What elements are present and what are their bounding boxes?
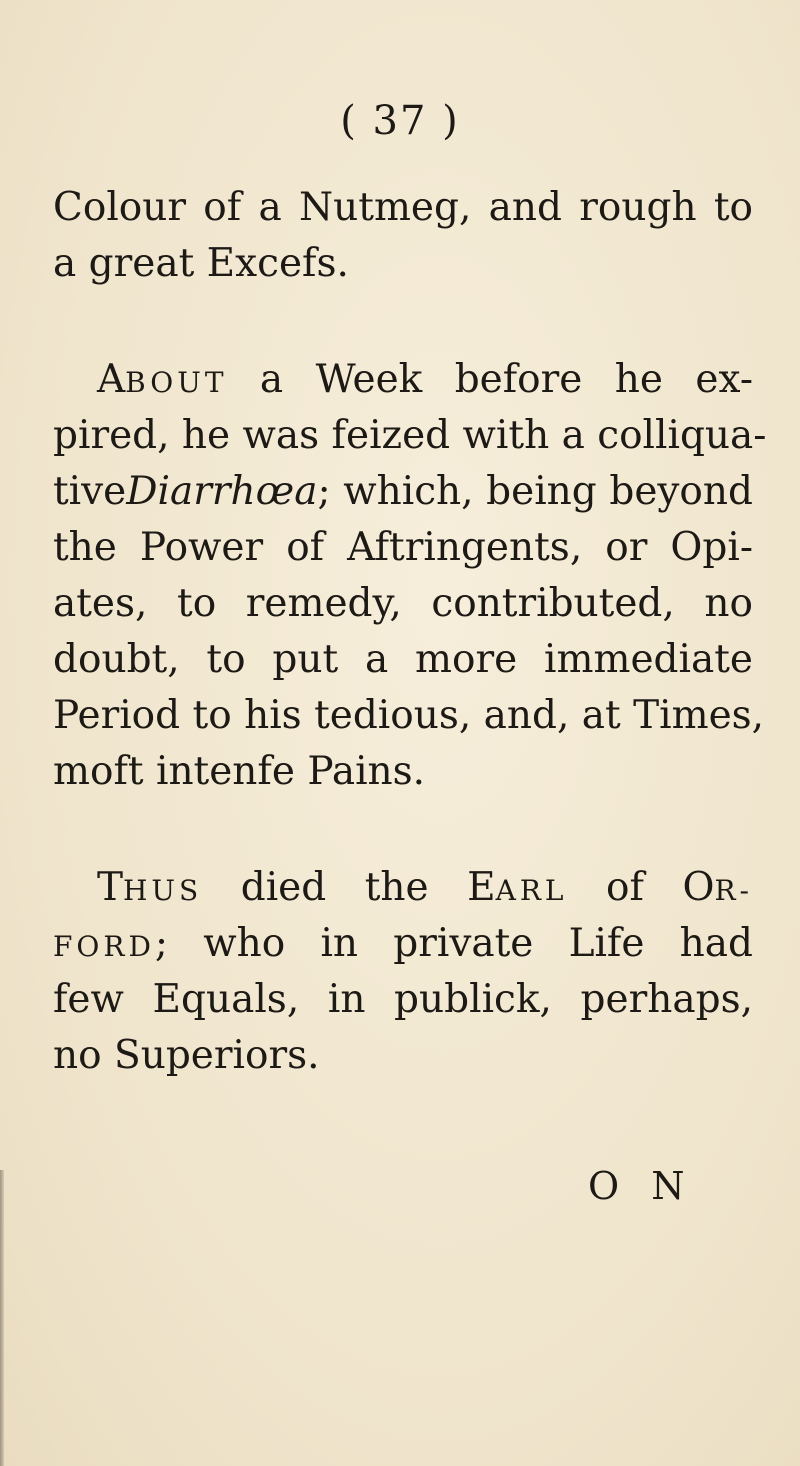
p2-line-1-rest: a Week before he ex- — [227, 357, 753, 402]
page-number: ( 37 ) — [340, 98, 460, 144]
p3-line-1 — [53, 860, 753, 916]
p3-line-1-mid: died the — [202, 865, 468, 910]
p2-line-7: Period to his tedious, and, at Times, — [53, 693, 765, 738]
p2-line-3 — [53, 464, 753, 520]
p3-line-4: no Superiors. — [53, 1033, 320, 1078]
p1-line-1: Colour of a Nutmeg, and rough to — [53, 185, 753, 230]
p1-line-2: a great Excefs. — [53, 241, 349, 286]
p2-line-3-pre: tive — [53, 469, 127, 514]
catchword: O N — [588, 1164, 695, 1208]
p3-earl-small-caps: ARL — [495, 874, 568, 907]
p3-earl-initial: E — [467, 865, 496, 910]
p2-initial: A — [97, 357, 126, 402]
p2-line-2: pired, he was feized with a colliqua- — [53, 413, 767, 458]
p3-small-caps: HUS — [123, 874, 203, 907]
p3-ford-small-caps: FORD — [53, 930, 155, 963]
p2-line-3-post: ; which, being beyond — [317, 469, 753, 514]
text-body — [53, 180, 767, 1084]
p2-line-3-italic: Diarrhœa — [126, 469, 318, 514]
p2-line-8: moft intenfe Pains. — [53, 749, 426, 794]
p3-orford-initial: O — [682, 865, 715, 910]
p3-orford-small-caps: R- — [714, 874, 753, 907]
p3-line-2-rest: ; who in private Life had — [154, 921, 753, 966]
p2-line-6: doubt, to put a more immediate — [53, 637, 753, 682]
p3-initial: T — [97, 865, 124, 910]
p3-line-1-mid2: of — [567, 865, 683, 910]
p3-line-3: few Equals, in publick, perhaps, — [53, 977, 753, 1022]
binding-edge — [0, 1170, 4, 1466]
p2-line-1 — [53, 352, 753, 408]
p2-line-5: ates, to remedy, contributed, no — [53, 581, 753, 626]
p2-small-caps: BOUT — [125, 366, 228, 399]
p3-line-2 — [53, 916, 753, 972]
p2-line-4: the Power of Aftringents, or Opi- — [53, 525, 753, 570]
